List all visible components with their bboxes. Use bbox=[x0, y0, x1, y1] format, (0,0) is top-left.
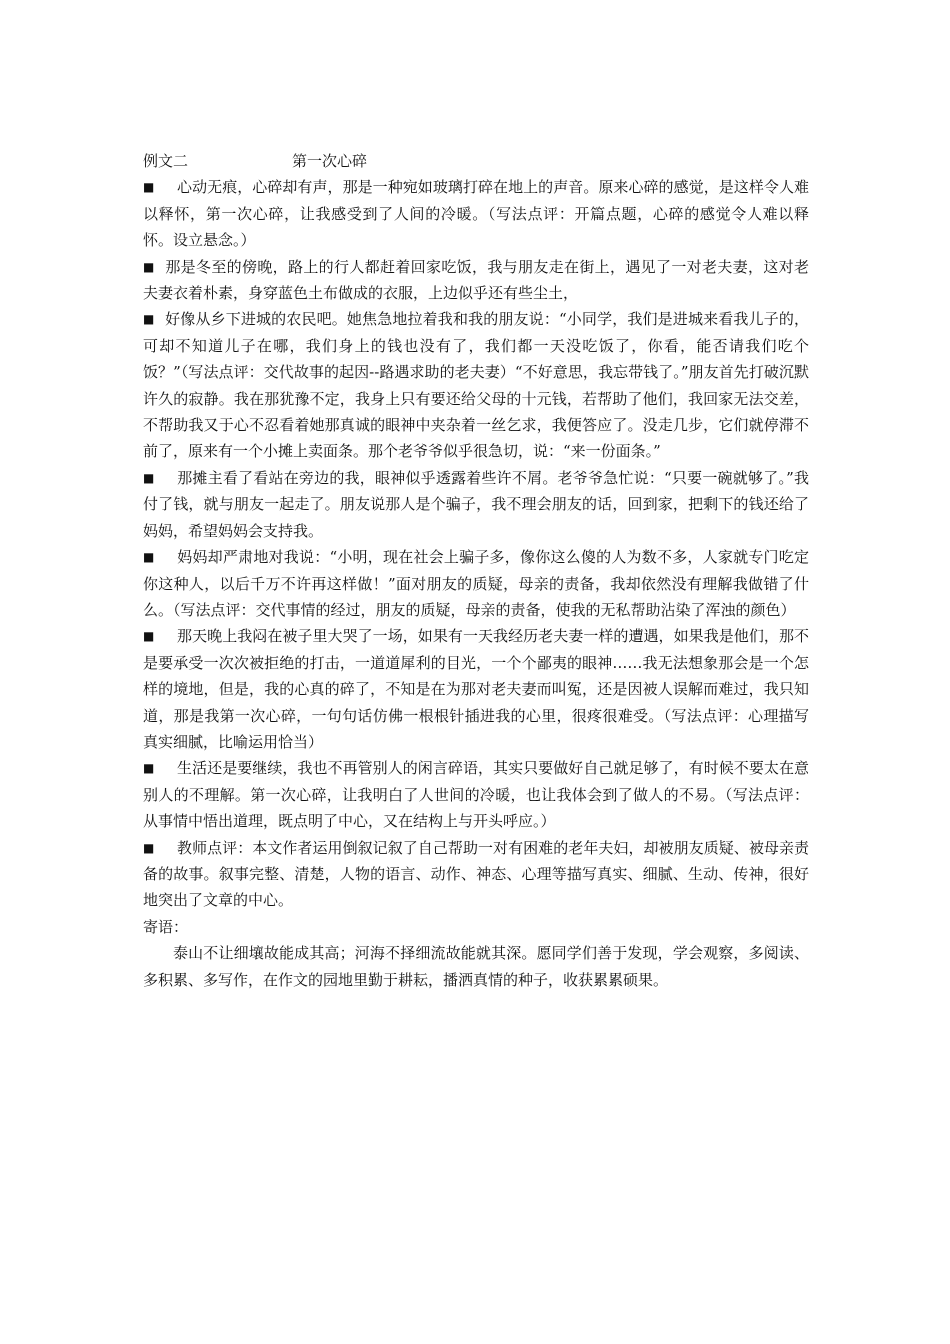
document-page bbox=[143, 148, 809, 993]
paragraph-1 bbox=[143, 174, 809, 253]
closing-label: 寄语： bbox=[143, 917, 189, 936]
paragraph-5 bbox=[143, 544, 809, 623]
bullet-marker: ■ bbox=[143, 180, 155, 195]
bullet-marker: ■ bbox=[143, 761, 155, 776]
paragraph-8 bbox=[143, 835, 809, 914]
closing-text: 泰山不让细壤故能成其高；河海不择细流故能就其深。愿同学们善于发现，学会观察，多阅读、多积累、多写作，在作文的园地里勤于耕耘，播洒真情的种子，收获累累硕果。 bbox=[143, 944, 809, 989]
paragraph-text: 那天晚上我闷在被子里大哭了一场，如果有一天我经历老夫妻一样的遭遇，如果我是他们，那不是要承受一次次被拒绝的打击，一道道犀利的目光，一个个鄙夷的眼神……我无法想象那会是一个怎样的境地，但是，我的心真的碎了，不知是在为那对老夫妻而叫冤，还是因被人误解而难过，我只知道，那是我第一次心碎，一句句话仿佛一根根针插进我的心里，很疼很难受。（写法点评：心理描写真实细腻，比喻运用恰当） bbox=[143, 627, 809, 751]
paragraph-text: 教师点评：本文作者运用倒叙记叙了自己帮助一对有困难的老年夫妇，却被朋友质疑、被母亲责备的故事。叙事完整、清楚，人物的语言、动作、神态、心理等描写真实、细腻、生动、传神，很好地突出了文章的中心。 bbox=[143, 838, 809, 910]
bullet-marker: ■ bbox=[143, 550, 155, 565]
bullet-marker: ■ bbox=[143, 312, 155, 327]
essay-title: 第一次心碎 bbox=[292, 152, 368, 170]
bullet-marker: ■ bbox=[143, 840, 155, 855]
paragraph-text: 那摊主看了看站在旁边的我，眼神似乎透露着些许不屑。老爷爷急忙说：“只要一碗就够了。”我付了钱，就与朋友一起走了。朋友说那人是个骗子，我不理会朋友的话，回到家，把剩下的钱还给了妈妈，希望妈妈会支持我。 bbox=[143, 468, 809, 540]
paragraph-2 bbox=[143, 254, 809, 307]
bullet-marker: ■ bbox=[143, 470, 155, 485]
title-line bbox=[143, 148, 809, 174]
paragraph-text: 妈妈却严肃地对我说：“小明，现在社会上骗子多，像你这么傻的人为数不多，人家就专门吃定你这种人，以后千万不许再这样做！”面对朋友的质疑，母亲的责备，我却依然没有理解我做错了什么。（写法点评：交代事情的经过，朋友的质疑，母亲的责备，使我的无私帮助沾染了浑浊的颜色） bbox=[143, 548, 809, 619]
bullet-marker: ■ bbox=[143, 259, 155, 274]
paragraph-7 bbox=[143, 755, 809, 834]
paragraph-text: 心动无痕，心碎却有声，那是一种宛如玻璃打碎在地上的声音。原来心碎的感觉，是这样令人难以释怀，第一次心碎，让我感受到了人间的冷暖。（写法点评：开篇点题，心碎的感觉令人难以释怀。设立悬念。） bbox=[143, 178, 809, 250]
paragraph-text: 好像从乡下进城的农民吧。她焦急地拉着我和我的朋友说：“小同学，我们是进城来看我儿子的，可却不知道儿子在哪，我们身上的钱也没有了，我们都一天没吃饭了，你看，能否请我们吃个饭？”（写法点评：交代故事的起因--路遇求助的老夫妻）“不好意思，我忘带钱了。”朋友首先打破沉默许久的寂静。我在那犹豫不定，我身上只有要还给父母的十元钱，若帮助了他们，我回家无法交差，不帮助我又于心不忍看着她那真诚的眼神中夹杂着一丝乞求，我便答应了。没走几步，它们就停滞不前了，原来有一个小摊上卖面条。那个老爷爷似乎很急切，说：“来一份面条。” bbox=[143, 310, 809, 461]
paragraph-4 bbox=[143, 465, 809, 544]
bullet-marker: ■ bbox=[143, 629, 155, 644]
paragraph-text: 生活还是要继续，我也不再管别人的闲言碎语，其实只要做好自己就足够了，有时候不要太在意别人的不理解。第一次心碎，让我明白了人世间的冷暖，也让我体会到了做人的不易。（写法点评：从事情中悟出道理，既点明了中心，又在结构上与开头呼应。） bbox=[143, 759, 809, 831]
paragraph-6 bbox=[143, 623, 809, 755]
paragraph-text: 那是冬至的傍晚，路上的行人都赶着回家吃饭，我与朋友走在街上，遇见了一对老夫妻，这对老夫妻衣着朴素，身穿蓝色土布做成的衣服，上边似乎还有些尘土， bbox=[143, 257, 809, 303]
paragraph-3 bbox=[143, 306, 809, 464]
example-label: 例文二 bbox=[143, 152, 189, 170]
